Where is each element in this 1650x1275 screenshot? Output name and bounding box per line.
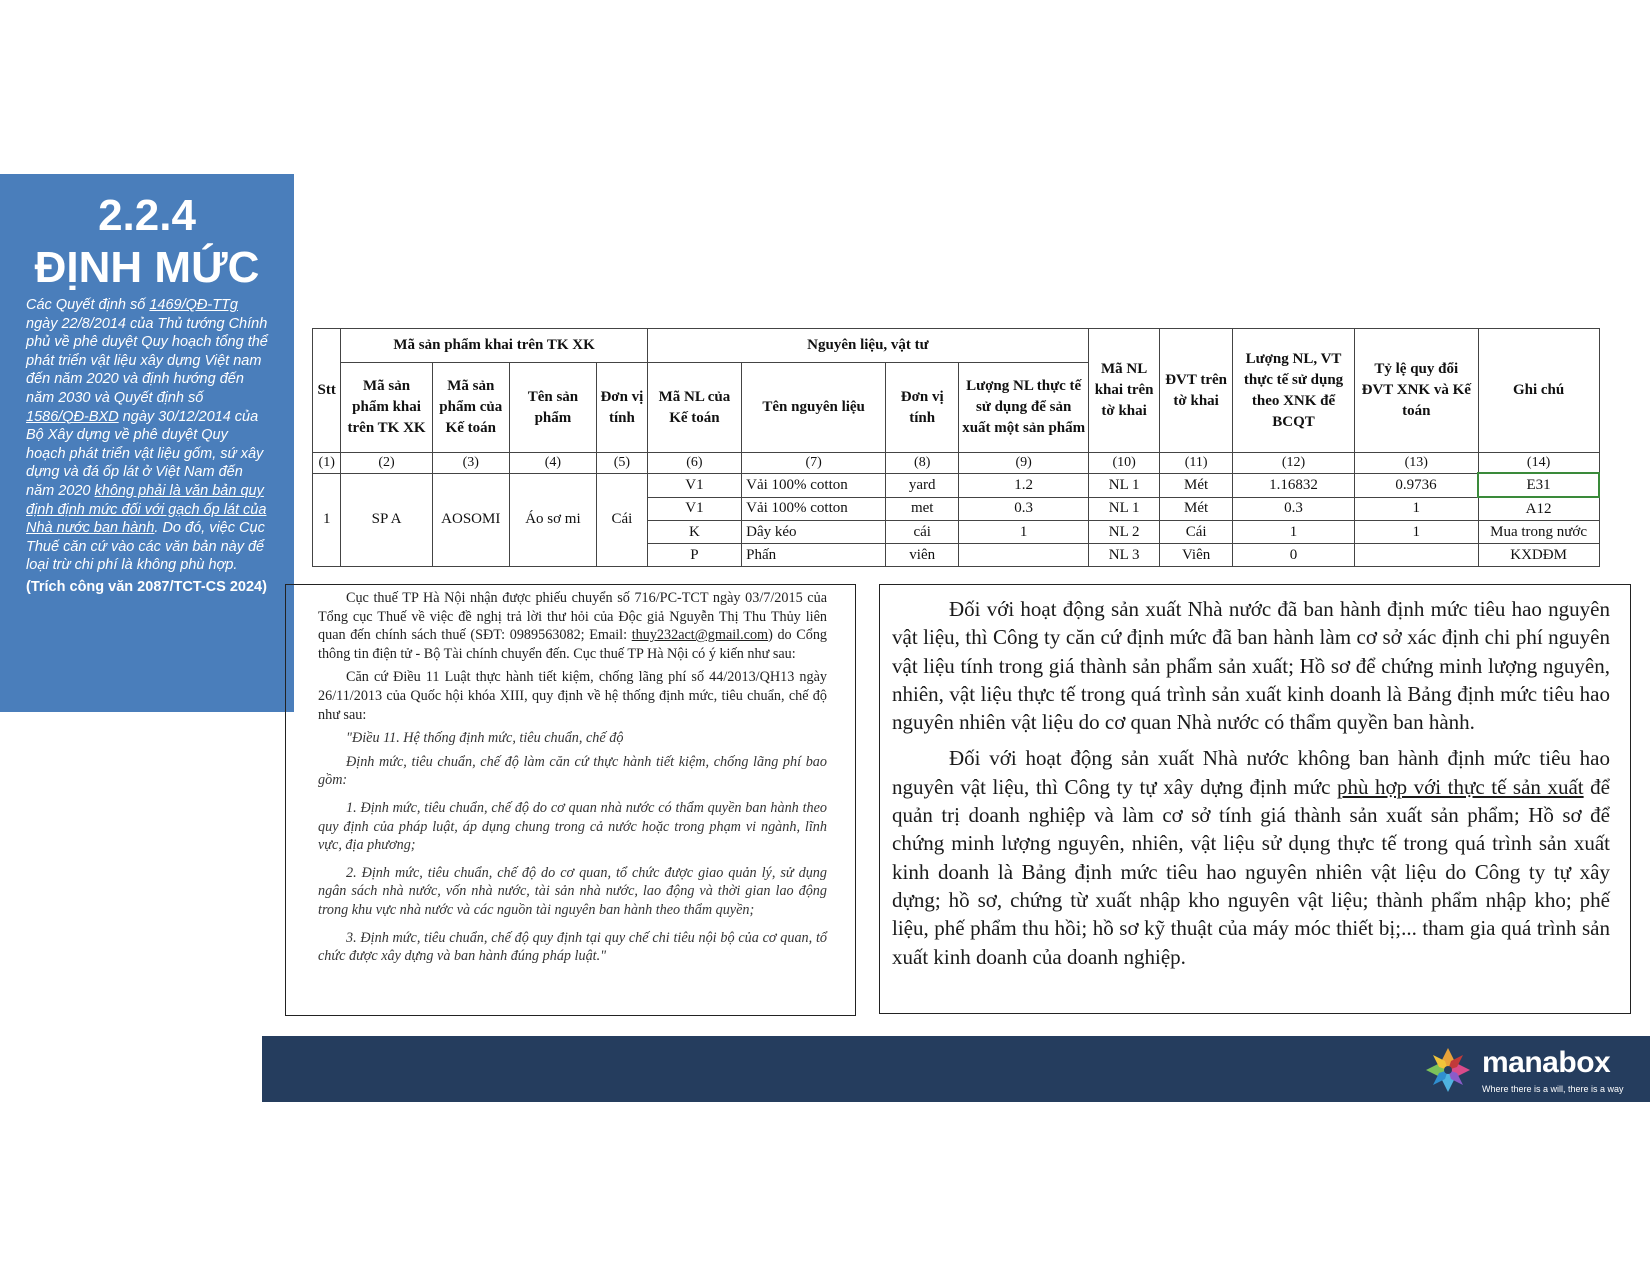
guidance-paragraph: Đối với hoạt động sản xuất Nhà nước đã ban hành định mức tiêu hao nguyên vật liệu, thì Công ty căn cứ định mức đã ban hành làm cơ sở xác định chi phí nguyên vật liệu tính trong giá thành sản phẩm sản xuất; Hồ sơ để chứng minh lượng nguyên, nhiên, vật liệu thực tế trong quá trình sản xuất kinh doanh là Bảng định mức tiêu hao nguyên nhiên vật liệu do cơ quan Nhà nước có thẩm quyền ban hành. [892, 597, 1610, 735]
cell-material-name: Vải 100% cotton [742, 473, 886, 497]
manabox-logo [1420, 1042, 1636, 1098]
cell-material-name: Vải 100% cotton [742, 497, 886, 521]
guidance-paragraph [892, 744, 1610, 970]
cell-qty: 1.2 [959, 473, 1089, 497]
index-cell: (7) [742, 453, 886, 474]
header-group-product: Mã sản phẩm khai trên TK XK [341, 329, 647, 363]
header-col: Tên sản phẩm [509, 363, 596, 453]
header-col: Tên nguyên liệu [742, 363, 886, 453]
header-col: Đơn vị tính [597, 363, 648, 453]
cell-product-code-kt: AOSOMI [432, 473, 509, 567]
cell-dvt: Viên [1160, 544, 1233, 567]
manabox-logo-icon [1420, 1042, 1476, 1098]
section-panel [0, 174, 294, 712]
cell-nl: NL 1 [1089, 497, 1160, 521]
cell-qty [959, 544, 1089, 567]
cell-qty: 0.3 [959, 497, 1089, 521]
cell-ratio: 1 [1354, 497, 1478, 521]
letter-text: Cục thuế TP Hà Nội nhận được phiếu chuyển số 716/PC-TCT ngày 03/7/2015 của Tổng cục Thuế về việc đề nghị trả lời thư hỏi của Độc giả Nguyễn Thị Thu Thủy liên quan đến chính sách thuế (SĐT: 0989563082; Email: [318, 590, 827, 644]
cell-ratio [1354, 544, 1478, 567]
decision-link-1586: 1586/QĐ-BXD [26, 408, 119, 425]
cell-dvt: Mét [1160, 497, 1233, 521]
index-cell: (1) [313, 453, 341, 474]
cell-ratio: 0.9736 [1354, 473, 1478, 497]
underlined-conclusion: không phải là văn bản quy định định mức đối với gạch ốp lát của Nhà nước ban hành [26, 482, 267, 537]
letter-quote-heading: "Điều 11. Hệ thống định mức, tiêu chuẩn, chế độ [346, 730, 624, 747]
cell-dvt: Mét [1160, 473, 1233, 497]
index-cell: (3) [432, 453, 509, 474]
cell-material-name: Dây kéo [742, 521, 886, 544]
index-cell: (13) [1354, 453, 1478, 474]
cell-nl: NL 1 [1089, 473, 1160, 497]
index-cell: (8) [886, 453, 959, 474]
letter-paragraph [318, 589, 827, 663]
guidance-text: để quản trị doanh nghiệp và làm cơ sở tính giá thành sản xuất sản phẩm; Hồ sơ để chứng minh lượng nguyên, nhiên, vật liệu sử dụng thực tế trong quá trình sản xuất kinh doanh là Bảng định mức tiêu hao nguyên nhiên vật liệu do Công ty tự xây dựng; hồ sơ, chứng từ xuất nhập kho nguyên vật liệu; thành phẩm nhập kho; phế liệu, phế phẩm thu hồi; hồ sơ kỹ thuật của máy móc thiết bị;... tham gia quá trình sản xuất kinh doanh của doanh nghiệp. [892, 774, 1610, 969]
index-cell: (14) [1478, 453, 1599, 474]
index-cell: (2) [341, 453, 432, 474]
footer-bar [262, 1036, 1650, 1102]
section-body [26, 296, 268, 575]
cell-material-unit: viên [886, 544, 959, 567]
cell-material-code: V1 [647, 497, 741, 521]
cell-material-name: Phấn [742, 544, 886, 567]
brand-name: manabox [1482, 1046, 1611, 1079]
cell-ratio: 1 [1354, 521, 1478, 544]
cell-note: A12 [1478, 497, 1599, 521]
header-col: Lượng NL, VT thực tế sử dụng theo XNK để BCQT [1233, 329, 1355, 453]
cell-bcqt: 0 [1233, 544, 1355, 567]
section-title: ĐỊNH MỨC [34, 243, 260, 292]
header-col: Tỷ lệ quy đổi ĐVT XNK và Kế toán [1354, 329, 1478, 453]
cell-qty: 1 [959, 521, 1089, 544]
cell-bcqt: 1.16832 [1233, 473, 1355, 497]
cell-material-unit: met [886, 497, 959, 521]
index-cell: (12) [1233, 453, 1355, 474]
letter-paragraph: Căn cứ Điều 11 Luật thực hành tiết kiệm, chống lãng phí số 44/2013/QH13 ngày 26/11/2013 của Quốc hội khóa XIII, quy định về hệ thống định mức, tiêu chuẩn, chế độ như sau: [318, 669, 827, 723]
header-col: Mã sản phẩm của Kế toán [432, 363, 509, 453]
cell-stt: 1 [313, 473, 341, 567]
index-cell: (5) [597, 453, 648, 474]
underlined-phrase: phù hợp với thực tế sản xuất [1336, 774, 1584, 799]
index-cell: (4) [509, 453, 596, 474]
cell-product-unit: Cái [597, 473, 648, 567]
cell-material-code: P [647, 544, 741, 567]
cell-bcqt: 0.3 [1233, 497, 1355, 521]
header-col: Ghi chú [1478, 329, 1599, 453]
norm-table-image [312, 328, 1600, 561]
body-text: Các Quyết định số [26, 297, 150, 313]
guidance-excerpt [879, 584, 1631, 1014]
cell-nl: NL 2 [1089, 521, 1160, 544]
letter-quote: Định mức, tiêu chuẩn, chế độ làm căn cứ thực hành tiết kiệm, chống lãng phí bao gồm: [318, 753, 827, 789]
tax-letter-excerpt [285, 584, 856, 1016]
cell-material-code: V1 [647, 473, 741, 497]
header-group-material: Nguyên liệu, vật tư [647, 329, 1088, 363]
header-col: Mã NL khai trên tờ khai [1089, 329, 1160, 453]
cell-note: KXDĐM [1478, 544, 1599, 567]
letter-text: ) do Cổng thông tin điện tử - Bộ Tài chính chuyển đến. Cục thuế TP Hà Nội có ý kiến như sau: [318, 627, 828, 662]
header-col: ĐVT trên tờ khai [1160, 329, 1233, 453]
email-text: thuy232act@gmail.com [631, 627, 769, 644]
header-col: Mã NL của Kế toán [647, 363, 741, 453]
brand-tagline: Where there is a will, there is a way [1482, 1084, 1624, 1094]
index-row [313, 453, 1600, 474]
letter-quote: 3. Định mức, tiêu chuẩn, chế độ quy định tại quy chế chi tiêu nội bộ của cơ quan, tổ chức được xây dựng và ban hành đúng pháp luật." [318, 929, 827, 965]
cell-note: Mua trong nước [1478, 521, 1599, 544]
guidance-text: Đối với hoạt động sản xuất Nhà nước không ban hành định mức tiêu hao nguyên vật liệu, thì Công ty tự xây dựng định mức [892, 746, 1610, 799]
body-text: . Do đó, việc Cục Thuế căn cứ vào các văn bản này để loại trừ chi phí là không phù hợp. [26, 520, 265, 574]
cell-product-name: Áo sơ mi [509, 473, 596, 567]
header-col: Đơn vị tính [886, 363, 959, 453]
body-text: ngày 22/8/2014 của Thủ tướng Chính phủ về phê duyệt Quy hoạch tổng thể phát triển vật liệu xây dựng Việt nam đến năm 2020 và định hướng đến năm 2030 và Quyết định số [26, 315, 268, 406]
citation: (Trích công văn 2087/TCT-CS 2024) [26, 578, 267, 595]
cell-nl: NL 3 [1089, 544, 1160, 567]
header-col: Lượng NL thực tế sử dụng để sản xuất một sản phẩm [959, 363, 1089, 453]
index-cell: (9) [959, 453, 1089, 474]
cell-note: E31 [1478, 473, 1599, 497]
cell-bcqt: 1 [1233, 521, 1355, 544]
cell-material-unit: yard [886, 473, 959, 497]
cell-material-code: K [647, 521, 741, 544]
decision-link-1469: 1469/QĐ-TTg [149, 297, 238, 313]
index-cell: (11) [1160, 453, 1233, 474]
index-cell: (10) [1089, 453, 1160, 474]
cell-material-unit: cái [886, 521, 959, 544]
index-cell: (6) [647, 453, 741, 474]
cell-dvt: Cái [1160, 521, 1233, 544]
letter-quote: 1. Định mức, tiêu chuẩn, chế độ do cơ quan nhà nước có thẩm quyền ban hành theo quy định của pháp luật, áp dụng chung trong cả nước hoặc trong phạm vi ngành, lĩnh vực, địa phương; [318, 799, 827, 854]
cell-product-code-tk: SP A [341, 473, 432, 567]
body-text: ngày 30/12/2014 của Bộ Xây dựng về phê duyệt Quy hoạch phát triển vật liệu gốm, sứ xây dựng và đá ốp lát ở Việt Nam đến năm 2020 [26, 408, 264, 499]
header-col: Mã sản phẩm khai trên TK XK [341, 363, 432, 453]
table-row [313, 473, 1600, 497]
norm-table [312, 328, 1600, 567]
header-stt: Stt [313, 329, 341, 453]
section-number: 2.2.4 [98, 191, 196, 240]
letter-quote: 2. Định mức, tiêu chuẩn, chế độ do cơ quan, tổ chức được giao quản lý, sử dụng ngân sách nhà nước, vốn nhà nước, tài sản nhà nước, lao động và thời gian lao động trong khu vực nhà nước và các nguồn tài nguyên ban hành theo thẩm quyền; [318, 864, 827, 918]
